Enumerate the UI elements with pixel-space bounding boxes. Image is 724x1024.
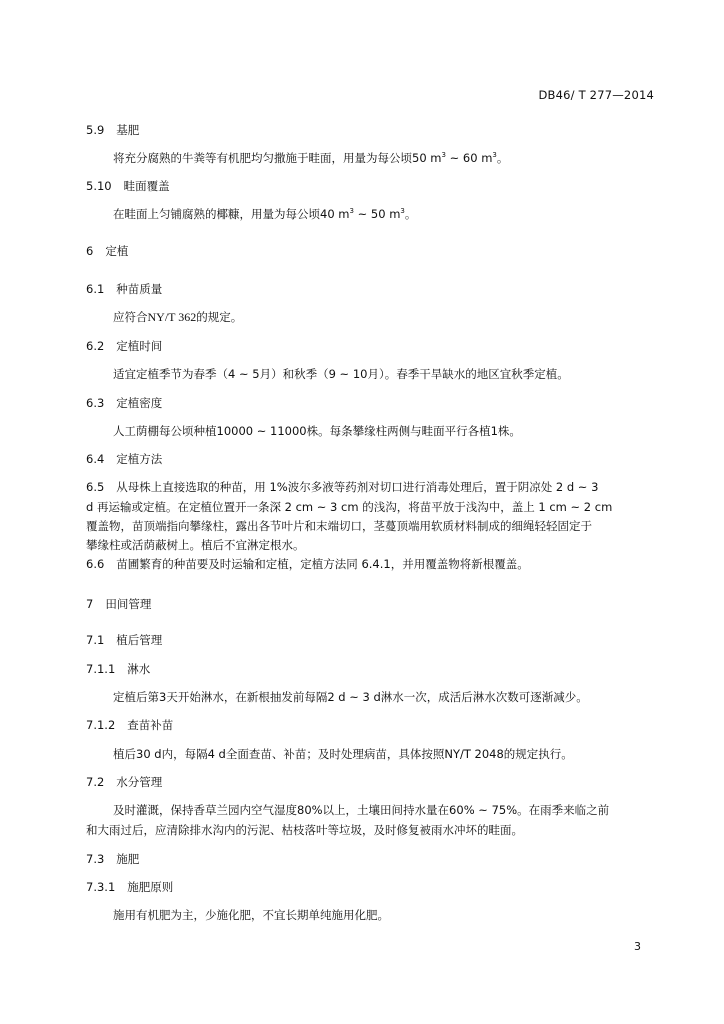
section-5-9-heading — [86, 122, 656, 138]
section-7-2-heading — [86, 774, 656, 790]
section-title: 畦面覆盖 — [123, 179, 170, 193]
body-text: 苗圃繁育的种苗要及时运输和定植，定植方法同 6.4.1，并用覆盖物将新根覆盖。 — [116, 557, 529, 571]
superscript: 3 — [441, 151, 446, 160]
section-6-3-heading — [86, 395, 656, 411]
section-6-5-line-4: 攀缘柱或活荫蔽树上。植后不宜淋定根水。 — [86, 538, 305, 552]
section-7-3-heading — [86, 851, 656, 867]
section-6-1-body — [113, 309, 656, 325]
section-number: 7.3 — [86, 852, 105, 866]
section-6-2-heading — [86, 338, 656, 354]
section-title: 施肥原则 — [127, 880, 174, 894]
section-number: 6.4 — [86, 452, 105, 466]
section-number: 6.6 — [86, 557, 105, 571]
body-text: 应符合 — [113, 310, 148, 324]
section-title: 水分管理 — [116, 775, 163, 789]
section-6-4-heading — [86, 451, 656, 467]
section-7-1-1-body: 定植后第3天开始淋水，在新根抽发前每隔2 d ~ 3 d淋水一次，成活后淋水次数可逐渐减少。 — [113, 690, 588, 704]
section-7-2-body-line-2: 和大雨过后，应清除排水沟内的污泥、枯枝落叶等垃圾，及时修复被雨水冲坏的畦面。 — [86, 823, 523, 837]
section-number: 7.2 — [86, 775, 105, 789]
section-title: 施肥 — [116, 852, 140, 866]
section-title: 植后管理 — [116, 633, 163, 647]
body-text: 。 — [404, 207, 417, 221]
section-7-1-heading — [86, 632, 656, 648]
body-text: ~ 60 m — [445, 151, 493, 165]
section-number: 7.3.1 — [86, 880, 116, 894]
section-6-3-body: 人工荫棚每公顷种植10000 ~ 11000株。每条攀缘柱两侧与畦面平行各植1株。 — [113, 424, 521, 438]
body-text: 。 — [496, 151, 509, 165]
section-7-3-1-body: 施用有机肥为主，少施化肥，不宜长期单纯施用化肥。 — [113, 908, 389, 922]
section-6-heading — [86, 243, 656, 259]
section-number: 6.3 — [86, 396, 105, 410]
section-number: 7.1.2 — [86, 718, 116, 732]
section-title: 淋水 — [127, 662, 151, 676]
section-5-9-body — [113, 150, 656, 166]
section-number: 5.10 — [86, 179, 112, 193]
section-number: 6.1 — [86, 282, 105, 296]
section-title: 定植 — [105, 244, 129, 258]
section-title: 定植方法 — [116, 452, 163, 466]
section-7-3-1-heading — [86, 879, 656, 895]
section-title: 查苗补苗 — [127, 718, 174, 732]
standard-reference: NY/T 362 — [147, 310, 197, 324]
section-number: 6.5 — [86, 480, 105, 494]
section-number: 7.1 — [86, 633, 105, 647]
body-text: 将充分腐熟的牛粪等有机肥均匀撒施于畦面，用量为每公顷50 m — [113, 151, 442, 165]
section-title: 基肥 — [116, 123, 140, 137]
superscript: 3 — [349, 207, 354, 216]
section-title: 定植时间 — [116, 339, 163, 353]
section-number: 7 — [86, 597, 94, 611]
section-6-5-line-1 — [86, 479, 656, 495]
body-text: 从母株上直接选取的种苗，用 1%波尔多液等药剂对切口进行消毒处理后，置于阴凉处 2 d ~ 3 — [116, 480, 599, 494]
document-header: DB46/ T 277—2014 — [538, 88, 654, 102]
superscript: 3 — [400, 207, 405, 216]
section-title: 种苗质量 — [116, 282, 163, 296]
section-7-heading — [86, 596, 656, 612]
section-title: 定植密度 — [116, 396, 163, 410]
section-6-5-line-3: 覆盖物，苗顶端指向攀缘柱，露出各节叶片和末端切口，茎蔓顶端用软质材料制成的细绳轻轻固定于 — [86, 519, 592, 533]
body-text: 的规定。 — [196, 310, 243, 324]
section-6-1-heading — [86, 281, 656, 297]
section-5-10-body — [113, 206, 656, 222]
section-number: 5.9 — [86, 123, 105, 137]
superscript: 3 — [492, 151, 497, 160]
section-6-6 — [86, 556, 656, 572]
page-number: 3 — [634, 940, 641, 953]
section-number: 7.1.1 — [86, 662, 116, 676]
section-6-5-line-2: d 再运输或定植。在定植位置开一条深 2 cm ~ 3 cm 的浅沟，将苗平放于浅沟中，盖上 1 cm ~ 2 cm — [86, 500, 613, 514]
section-6-2-body: 适宜定植季节为春季（4 ~ 5月）和秋季（9 ~ 10月）。春季干旱缺水的地区宜秋季定植。 — [113, 367, 569, 381]
section-5-10-heading — [86, 178, 656, 194]
section-number: 6 — [86, 244, 94, 258]
body-text: ~ 50 m — [353, 207, 401, 221]
section-7-1-2-heading — [86, 717, 656, 733]
section-7-2-body-line-1: 及时灌溉，保持香草兰园内空气湿度80%以上，土壤田间持水量在60% ~ 75%。在雨季来临之前 — [113, 803, 610, 817]
section-number: 6.2 — [86, 339, 105, 353]
section-7-1-1-heading — [86, 661, 656, 677]
section-7-1-2-body: 植后30 d内，每隔4 d全面查苗、补苗；及时处理病苗，具体按照NY/T 2048的规定执行。 — [113, 747, 573, 761]
body-text: 在畦面上匀铺腐熟的椰糠，用量为每公顷40 m — [113, 207, 350, 221]
section-title: 田间管理 — [105, 597, 152, 611]
